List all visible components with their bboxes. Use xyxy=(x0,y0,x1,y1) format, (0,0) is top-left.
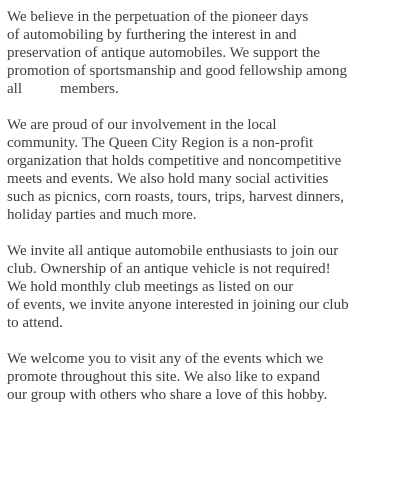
text-line: We are proud of our involvement in the local xyxy=(7,117,277,133)
text-line: promote throughout this site. We also like to expand xyxy=(7,369,321,385)
text-line xyxy=(7,80,407,98)
paragraph-invitation xyxy=(7,242,407,332)
text-line: We welcome you to visit any of the events which we xyxy=(7,351,324,367)
text-line: such as picnics, corn roasts, tours, trips, harvest dinners, xyxy=(7,189,345,205)
text-line: We hold monthly club meetings as listed on our xyxy=(7,279,294,295)
text-line: preservation of antique automobiles. We support the xyxy=(7,45,321,61)
paragraph-mission xyxy=(7,8,407,98)
about-text-block xyxy=(7,8,407,422)
text-line: organization that holds competitive and noncompetitive xyxy=(7,153,342,169)
text-line: promotion of sportsmanship and good fellowship among xyxy=(7,63,347,79)
text-line: holiday parties and much more. xyxy=(7,207,197,223)
text-line: our group with others who share a love of this hobby. xyxy=(7,387,328,403)
text-line: of automobiling by furthering the interest in and xyxy=(7,27,297,43)
text-line: We invite all antique automobile enthusiasts to join our xyxy=(7,243,339,259)
paragraph-welcome xyxy=(7,350,407,404)
text-line: We believe in the perpetuation of the pioneer days xyxy=(7,9,309,25)
text-line: meets and events. We also hold many social activities xyxy=(7,171,329,187)
text-line-start: all xyxy=(7,81,22,97)
paragraph-community xyxy=(7,116,407,224)
text-line: to attend. xyxy=(7,315,63,331)
text-line: club. Ownership of an antique vehicle is not required! xyxy=(7,261,331,277)
text-line-end: members. xyxy=(60,81,119,97)
text-line: of events, we invite anyone interested in joining our club xyxy=(7,297,349,313)
text-line: community. The Queen City Region is a non-profit xyxy=(7,135,314,151)
